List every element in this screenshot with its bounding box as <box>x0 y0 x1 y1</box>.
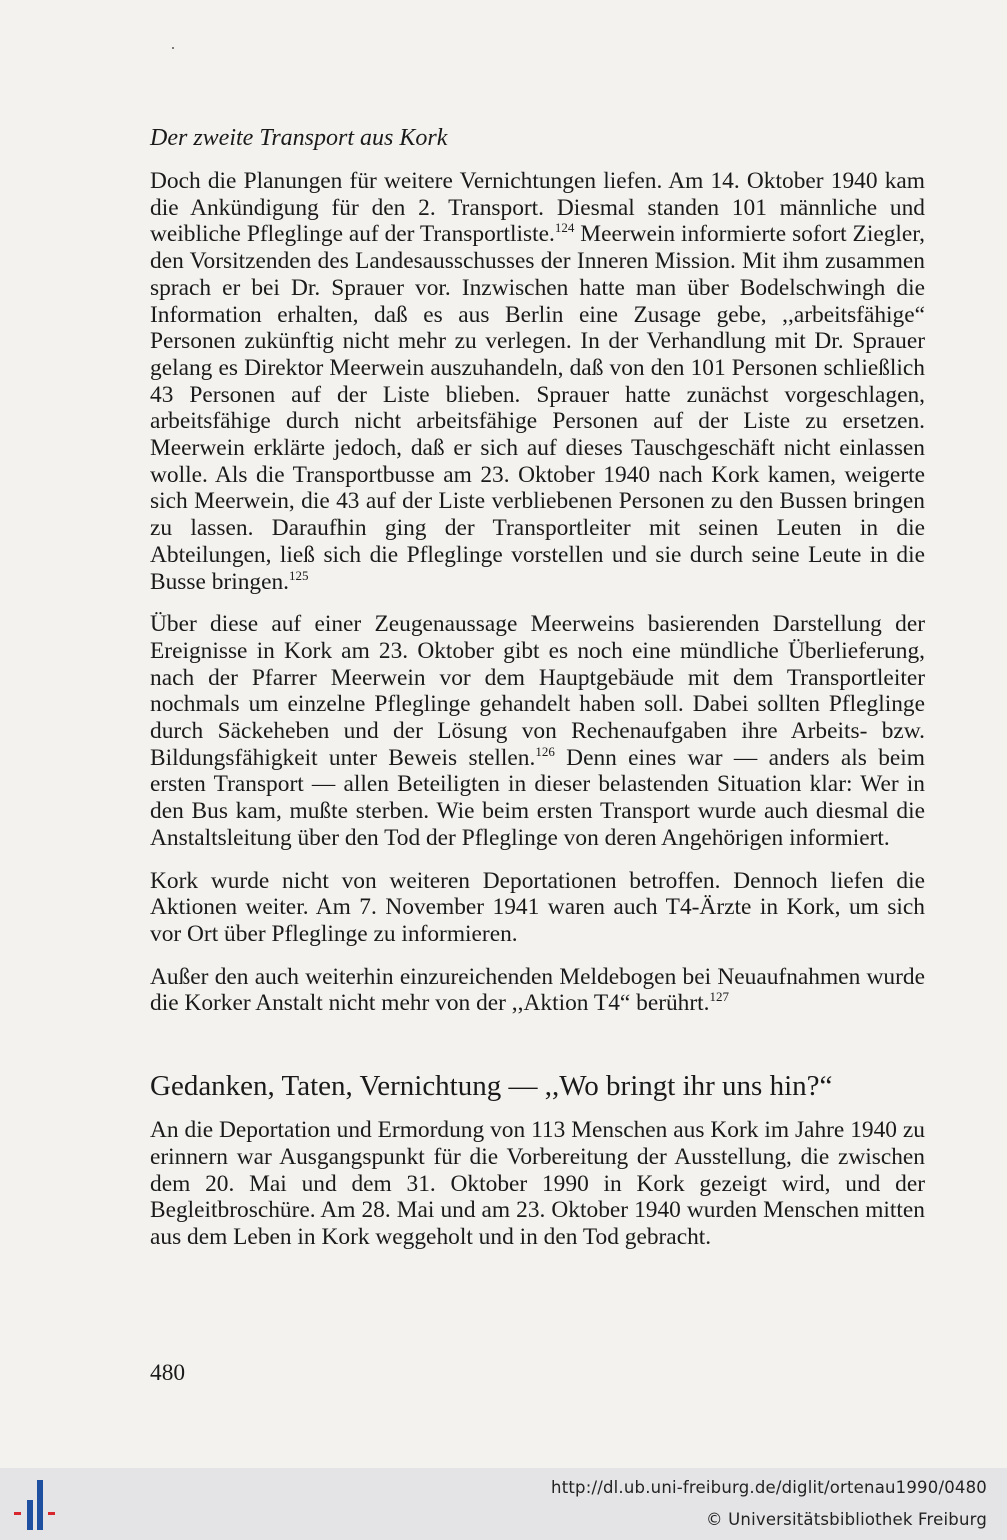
source-url-link[interactable]: http://dl.ub.uni-freiburg.de/diglit/ortenau1990/0480 <box>551 1478 987 1497</box>
paragraph-text: Über diese auf einer Zeugenaussage Meerweins basierenden Darstellung der Ereignisse in Kork am 23. Oktober gibt es noch eine mündliche Überlieferung, nach der Pfarrer Meerwein vor dem Hauptgebäude mit dem Transportleiter nochmals um einzelne Pfleglinge gehandelt haben soll. Dabei sollten Pfleglinge durch Säckeheben und der Lösung von Rechenaufgaben ihre Arbeits- bzw. Bildungsfähigkeit unter Beweis stellen. <box>150 611 925 771</box>
paragraph-3 <box>150 868 925 948</box>
paragraph-1 <box>150 168 925 595</box>
footnote-ref: 126 <box>535 743 555 759</box>
footnote-ref: 127 <box>709 989 730 1005</box>
footnote-ref: 124 <box>554 220 575 236</box>
chapter-paragraph <box>150 1117 925 1251</box>
library-logo-icon <box>10 1476 66 1534</box>
paragraph-text: An die Deportation und Ermordung von 113 Menschen aus Kork im Jahre 1940 zu erinnern war Ausgangspunkt für die Vorbereitung der Ausstellung, die zwischen dem 20. Mai und dem 31. Oktober 1990 in Kork gezeigt wird, und der Begleitbroschüre. Am 28. Mai und am 23. Oktober 1940 wurden Menschen mitten aus dem Leben in Kork weggeholt und in den Tod gebracht. <box>150 1117 925 1250</box>
page-number: 480 <box>150 1360 186 1386</box>
page-content <box>150 122 925 1267</box>
scan-speck <box>172 47 174 49</box>
paragraph-text: Doch die Planungen für weitere Vernichtungen liefen. Am 14. Oktober 1940 kam die Ankündigung für den 2. Transport. Diesmal standen 101 männliche und weibliche Pfleglinge auf der Transportliste. <box>150 168 925 248</box>
paragraph-text: Meerwein informierte sofort Ziegler, den Vorsitzenden des Landesausschusses der Inneren Mission. Mit ihm zusammen sprach er bei Dr. Sprauer vor. Inzwischen hatte man über Bodelschwingh die Information erhalten, daß es aus Berlin eine Zusage gebe, ,,arbeitsfähige“ Personen zukünftig nicht mehr zu verlegen. In der Verhandlung mit Dr. Sprauer gelang es Direktor Meerwein auszuhandeln, daß von den 101 Personen schließlich 43 Personen auf der Liste blieben. Sprauer hatte zunächst vorgeschlagen, arbeitsfähige durch nicht arbeitsfähige Personen auf der Liste zu ersetzen. Meerwein erklärte jedoch, daß er sich auf dieses Tauschgeschäft nicht einlassen wolle. Als die Transportbusse am 23. Oktober 1940 nach Kork kamen, weigerte sich Meerwein, die 43 auf der Liste verbliebenen Personen zu den Bussen bringen zu lassen. Daraufhin ging der Transportleiter mit seinen Leuten in die Abteilungen, ließ sich die Pfleglinge vorstellen und sie durch seine Leute in die Busse bringen. <box>150 221 925 595</box>
chapter-heading: Gedanken, Taten, Vernichtung — ,,Wo bringt ihr uns hin?“ <box>150 1070 833 1103</box>
paragraph-4 <box>150 964 925 1017</box>
paragraph-2 <box>150 611 925 851</box>
footer-bar <box>0 1468 1007 1540</box>
paragraph-text: Außer den auch weiterhin einzureichenden Meldebogen bei Neuaufnahmen wurde die Korker Anstalt nicht mehr von der ,,Aktion T4“ berührt. <box>150 963 925 1017</box>
section-heading: Der zweite Transport aus Kork <box>150 125 448 151</box>
copyright-text: © Universitätsbibliothek Freiburg <box>705 1510 987 1529</box>
paragraph-text: Denn eines war — anders als beim ersten Transport — allen Beteiligten in dieser belastenden Situation klar: Wer in den Bus kam, mußte sterben. Wie beim ersten Transport wurde auch diesmal die Anstaltsleitung über den Tod der Pfleglinge von deren Angehörigen informiert. <box>150 744 925 851</box>
footnote-ref: 125 <box>289 567 309 583</box>
paragraph-text: Kork wurde nicht von weiteren Deportationen betroffen. Dennoch liefen die Aktionen weiter. Am 7. November 1941 waren auch T4-Ärzte in Kork, um sich vor Ort über Pfleglinge zu informieren. <box>150 867 925 947</box>
